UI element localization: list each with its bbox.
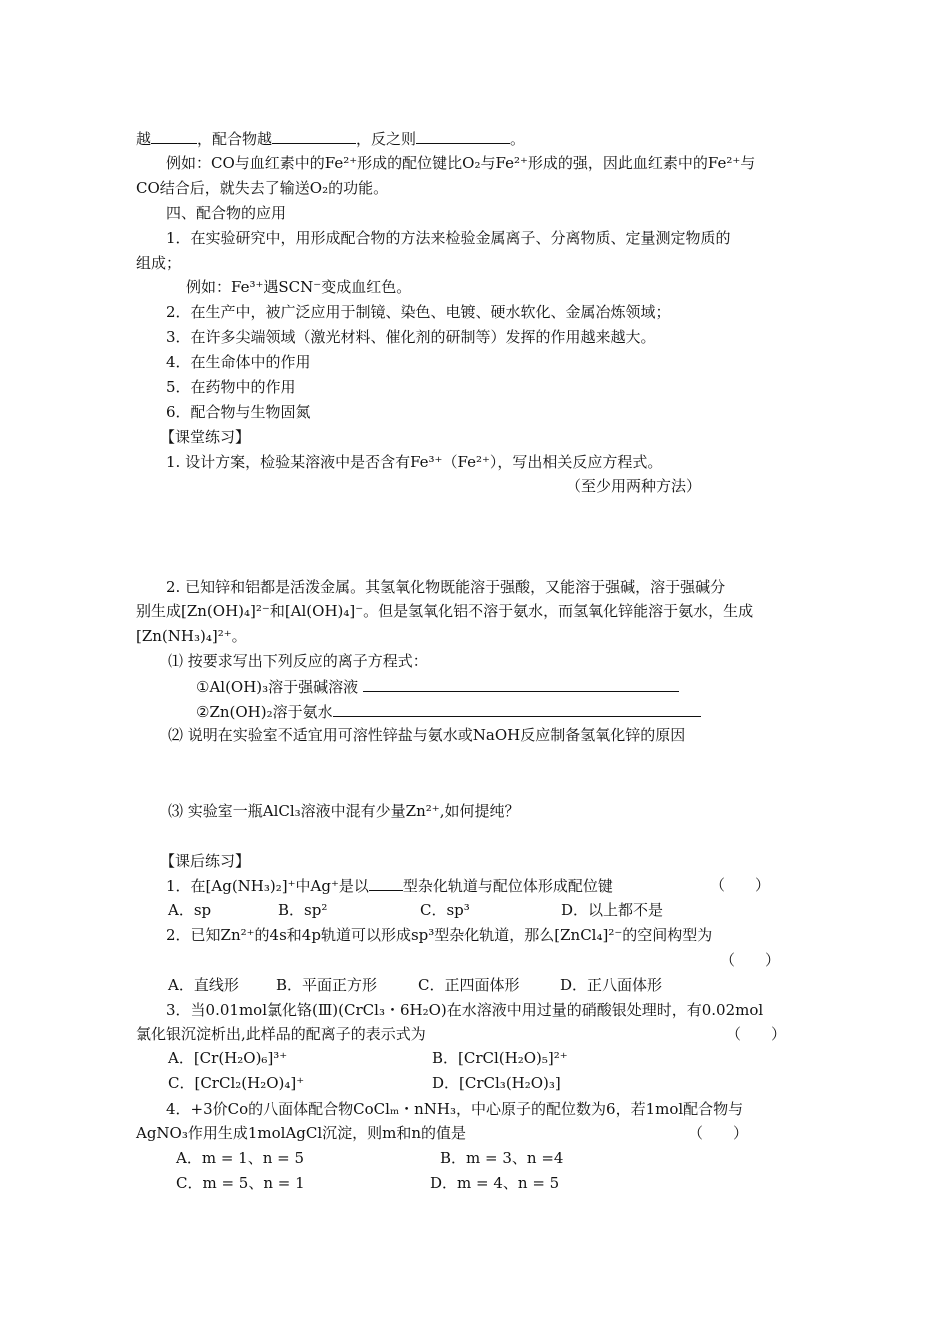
text: ，反之则 [356, 130, 417, 148]
text: ②Zn(OH)₂溶于氨水 [196, 703, 333, 721]
answer-paren: （ ） [720, 951, 781, 969]
option-b: B．平面正方形 [276, 976, 378, 994]
option-a: A．[Cr(H₂O)₆]³⁺ [168, 1049, 288, 1067]
text-line: 例如：Fe³⁺遇SCN⁻变成血红色。 [186, 278, 412, 296]
text-line: 4．在生命体中的作用 [166, 353, 311, 371]
option-c: C．m = 5、n = 1 [176, 1174, 305, 1192]
question-text: 2. 已知锌和铝都是活泼金属。其氢氧化物既能溶于强酸，又能溶于强碱，溶于强碱分 [166, 578, 726, 596]
text-line: 别生成[Zn(OH)₄]²⁻和[Al(OH)₄]⁻。但是氢氧化铝不溶于氨水，而氢氧化锌能溶于氨水，生成 [136, 602, 754, 620]
sub-question: ⑶ 实验室一瓶AlCl₃溶液中混有少量Zn²⁺,如何提纯？ [168, 802, 520, 820]
option-b: B．[CrCl(H₂O)₅]²⁺ [432, 1049, 568, 1067]
text-line: 例如：CO与血红素中的Fe²⁺形成的配位键比O₂与Fe²⁺形成的强，因此血红素中的Fe²⁺与 [166, 154, 756, 172]
text-line: 6．配合物与生物固氮 [166, 403, 311, 421]
question-text: 3．当0.01mol氯化铬(Ⅲ)(CrCl₃・6H₂O)在水溶液中用过量的硝酸银处理时，有0.02mol [166, 1001, 764, 1019]
question-text: 4．+3价Co的八面体配合物CoClₘ・nNH₃，中心原子的配位数为6，若1mol配合物与 [166, 1100, 744, 1118]
option-a: A．直线形 [168, 976, 239, 994]
text-line [136, 128, 525, 149]
answer-blank [416, 128, 510, 144]
answer-paren: （ ） [710, 876, 771, 894]
option-b: B．sp² [278, 901, 328, 919]
text-line: 氯化银沉淀析出,此样品的配离子的表示式为 [136, 1025, 426, 1043]
option-c: C．sp³ [420, 901, 470, 919]
text: ，配合物越 [197, 130, 273, 148]
text-line: [Zn(NH₃)₄]²⁺。 [136, 627, 247, 645]
question-text [166, 875, 613, 896]
option-b: B．m = 3、n =4 [440, 1149, 564, 1167]
question-note: （至少用两种方法） [566, 477, 702, 495]
sub-question [196, 676, 679, 697]
answer-blank [369, 875, 403, 891]
answer-blank [363, 676, 679, 692]
option-a: A．m = 1、n = 5 [176, 1149, 305, 1167]
text-line: 2．在生产中，被广泛应用于制镜、染色、电镀、硬水软化、金属冶炼领域； [166, 303, 671, 321]
answer-paren: （ ） [688, 1124, 749, 1142]
text: 型杂化轨道与配位体形成配位键 [402, 877, 613, 895]
option-c: C．[CrCl₂(H₂O)₄]⁺ [168, 1074, 305, 1092]
option-c: C．正四面体形 [418, 976, 520, 994]
sub-question: ⑵ 说明在实验室不适宜用可溶性锌盐与氨水或NaOH反应制备氢氧化锌的原因 [168, 726, 686, 744]
text: 。 [510, 130, 526, 148]
text-line: AgNO₃作用生成1molAgCl沉淀，则m和n的值是 [136, 1124, 467, 1142]
option-d: D．正八面体形 [560, 976, 663, 994]
section-heading: 【课后练习】 [160, 852, 251, 870]
option-d: D．[CrCl₃(H₂O)₃] [432, 1074, 561, 1092]
text: 1．在[Ag(NH₃)₂]⁺中Ag⁺是以 [166, 877, 369, 895]
option-d: D．以上都不是 [561, 901, 664, 919]
question-text: 2．已知Zn²⁺的4s和4p轨道可以形成sp³型杂化轨道，那么[ZnCl₄]²⁻的空间构型为 [166, 926, 713, 944]
answer-paren: （ ） [726, 1025, 787, 1043]
sub-question [196, 701, 701, 722]
answer-blank [333, 701, 701, 717]
sub-question: ⑴ 按要求写出下列反应的离子方程式： [168, 652, 428, 670]
section-heading: 【课堂练习】 [160, 428, 251, 446]
text: 越 [136, 130, 152, 148]
text-line: 1．在实验研究中，用形成配合物的方法来检验金属离子、分离物质、定量测定物质的 [166, 229, 731, 247]
option-d: D．m = 4、n = 5 [430, 1174, 560, 1192]
answer-blank [272, 128, 356, 144]
text-line: CO结合后，就失去了输送O₂的功能。 [136, 179, 389, 197]
text-line: 5．在药物中的作用 [166, 378, 296, 396]
text-line: 3．在许多尖端领域（激光材料、催化剂的研制等）发挥的作用越来越大。 [166, 328, 656, 346]
text-line: 组成； [136, 254, 182, 272]
question-text: 1. 设计方案，检验某溶液中是否含有Fe³⁺（Fe²⁺），写出相关反应方程式。 [166, 453, 663, 471]
option-a: A．sp [168, 901, 212, 919]
section-heading: 四、配合物的应用 [166, 204, 287, 222]
text: ①Al(OH)₃溶于强碱溶液 [196, 678, 359, 696]
answer-blank [151, 128, 197, 144]
